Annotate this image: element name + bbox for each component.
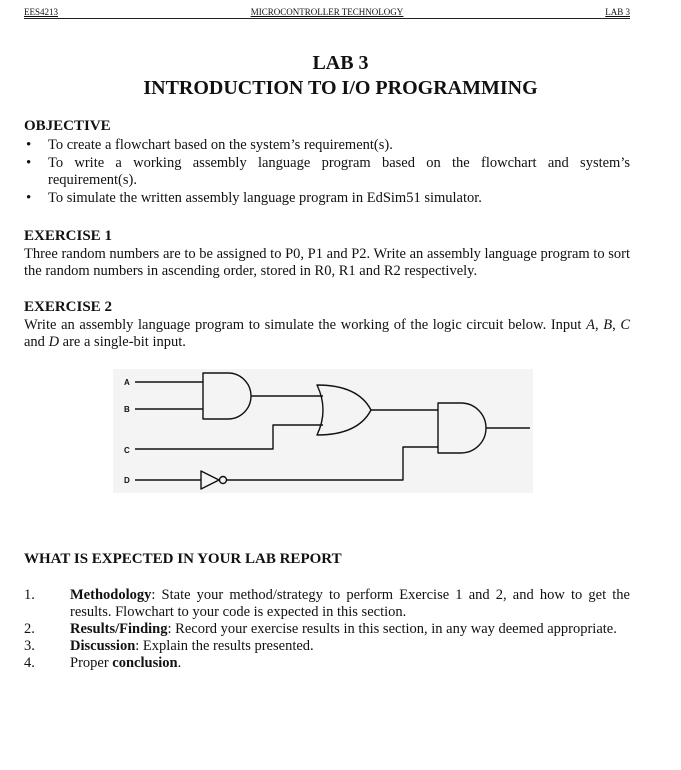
report-item-number: 2. [24,621,35,637]
sep: , [612,317,621,333]
lab-tag: LAB 3 [605,7,630,17]
report-item [24,638,630,655]
report-item-prefix: Proper [70,655,113,671]
exercise2-text [24,317,630,351]
var-a: A [586,317,595,333]
report-item [24,587,630,621]
report-item-label: Methodology [70,587,152,603]
var-d: D [48,334,60,350]
lab-main-title: INTRODUCTION TO I/O PROGRAMMING [143,77,538,99]
report-item-suffix: . [177,655,182,671]
objective-list [24,137,630,208]
sep: and [24,334,49,350]
report-item-number: 3. [24,638,35,654]
exercise2-text-suffix: are a single-bit input. [59,334,186,350]
input-label-c: C [124,446,130,455]
lab-number-title: LAB 3 [312,52,369,74]
report-item-text: : State your method/strategy to perform Exercise 1 and 2, and how to get the results. Flowchart to your code is expected in this section. [70,587,630,620]
report-item-label: Results/Finding [70,621,168,637]
report-item-label: conclusion [112,655,178,671]
objective-item: • To simulate the written assembly language program in EdSim51 simulator. [24,190,630,207]
objective-item: • To write a working assembly language program based on the flowchart and system’s requirement(s). [24,155,630,189]
course-name-text: MICROCONTROLLER TECHNOLOGY [250,7,404,17]
input-label-b: B [124,405,130,414]
report-item-text: : Explain the results presented. [135,638,314,654]
report-list [24,587,630,672]
var-b: B [603,317,613,333]
course-code: EES4213 [24,7,59,17]
report-item-text: : Record your exercise results in this section, in any way deemed appropriate. [167,621,617,637]
logic-circuit-diagram [113,369,533,493]
report-item-number: 4. [24,655,35,671]
exercise1-heading: EXERCISE 1 [24,228,112,244]
exercise1-text: Three random numbers are to be assigned to P0, P1 and P2. Write an assembly language program to sort the random numbers in ascending order, stored in R0, R1 and R2 respectively. [24,246,630,279]
course-name [24,6,630,18]
report-item-number: 1. [24,587,35,603]
sep: , [594,317,604,333]
exercise2-heading: EXERCISE 2 [24,299,112,315]
input-label-a: A [124,378,130,387]
input-label-d: D [124,476,130,485]
objective-item: • To create a flowchart based on the system’s requirement(s). [24,137,630,154]
report-item [24,655,630,672]
objective-heading: OBJECTIVE [24,118,111,134]
page-header [24,6,630,19]
diagram-background [113,369,533,493]
report-item [24,621,630,638]
var-c: C [620,317,630,333]
report-heading: WHAT IS EXPECTED IN YOUR LAB REPORT [24,551,342,567]
exercise2-text-prefix: Write an assembly language program to simulate the working of the logic circuit below. Input [24,317,587,333]
report-item-label: Discussion [70,638,136,654]
